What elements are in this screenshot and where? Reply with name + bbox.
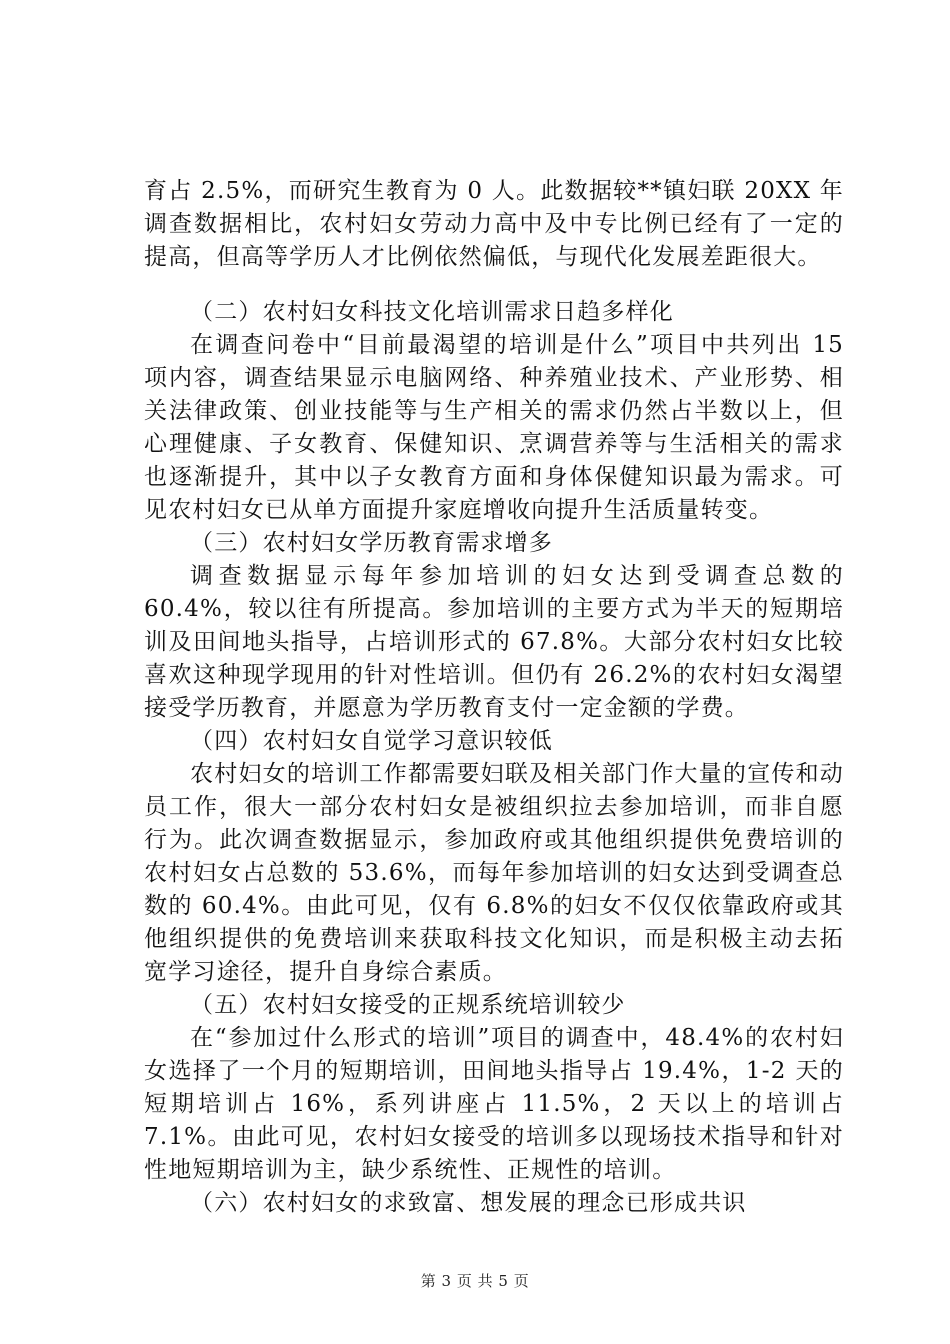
page-footer: 第 3 页 共 5 页 (420, 1272, 530, 1290)
section-body-3: 调查数据显示每年参加培训的妇女达到受调查总数的 60.4%，较以往有所提高。参加培训的主要方式为半天的短期培训及田间地头指导，占培训形式的 67.8%。大部分农村妇女比较喜欢这种现学现用的针对性培训。但仍有 26.2%的农村妇女渴望接受学历教育，并愿意为学历教育支付一定金额的学费。 (144, 563, 844, 721)
continuation-block (144, 175, 844, 274)
section-body-2: 在调查问卷中“目前最渴望的培训是什么”项目中共列出 15 项内容，调查结果显示电脑网络、种养殖业技术、产业形势、相关法律政策、创业技能等与生产相关的需求仍然占半数以上，但心理健康、子女教育、保健知识、烹调营养等与生活相关的需求也逐渐提升，其中以子女教育方面和身体保健知识最为需求。可见农村妇女已从单方面提升家庭增收向提升生活质量转变。 (144, 332, 844, 523)
section-heading-6: （六）农村妇女的求致富、想发展的理念已形成共识 (190, 1190, 747, 1216)
section-heading-2: （二）农村妇女科技文化培训需求日趋多样化 (190, 299, 674, 325)
continuation-paragraph: 育占 2.5%，而研究生教育为 0 人。此数据较**镇妇联 20XX 年调查数据相比，农村妇女劳动力高中及中专比例已经有了一定的提高，但高等学历人才比例依然偏低，与现代化发展差距很大。 (144, 178, 844, 270)
section-heading-5: （五）农村妇女接受的正规系统培训较少 (190, 992, 626, 1018)
sections-block (144, 296, 844, 1220)
section-heading-3: （三）农村妇女学历教育需求增多 (190, 530, 553, 556)
section-body-5: 在“参加过什么形式的培训”项目的调查中，48.4%的农村妇女选择了一个月的短期培训，田间地头指导占 19.4%，1-2 天的短期培训占 16%，系列讲座占 11.5%，2 天以上的培训占 7.1%。由此可见，农村妇女接受的培训多以现场技术指导和针对性地短期培训为主，缺少系统性、正规性的培训。 (144, 1025, 844, 1183)
section-body-4: 农村妇女的培训工作都需要妇联及相关部门作大量的宣传和动员工作，很大一部分农村妇女是被组织拉去参加培训，而非自愿行为。此次调查数据显示，参加政府或其他组织提供免费培训的农村妇女占总数的 53.6%，而每年参加培训的妇女达到受调查总数的 60.4%。由此可见，仅有 6.8%的妇女不仅仅依靠政府或其他组织提供的免费培训来获取科技文化知识，而是积极主动去拓宽学习途径，提升自身综合素质。 (144, 761, 844, 985)
section-heading-4: （四）农村妇女自觉学习意识较低 (190, 728, 553, 754)
